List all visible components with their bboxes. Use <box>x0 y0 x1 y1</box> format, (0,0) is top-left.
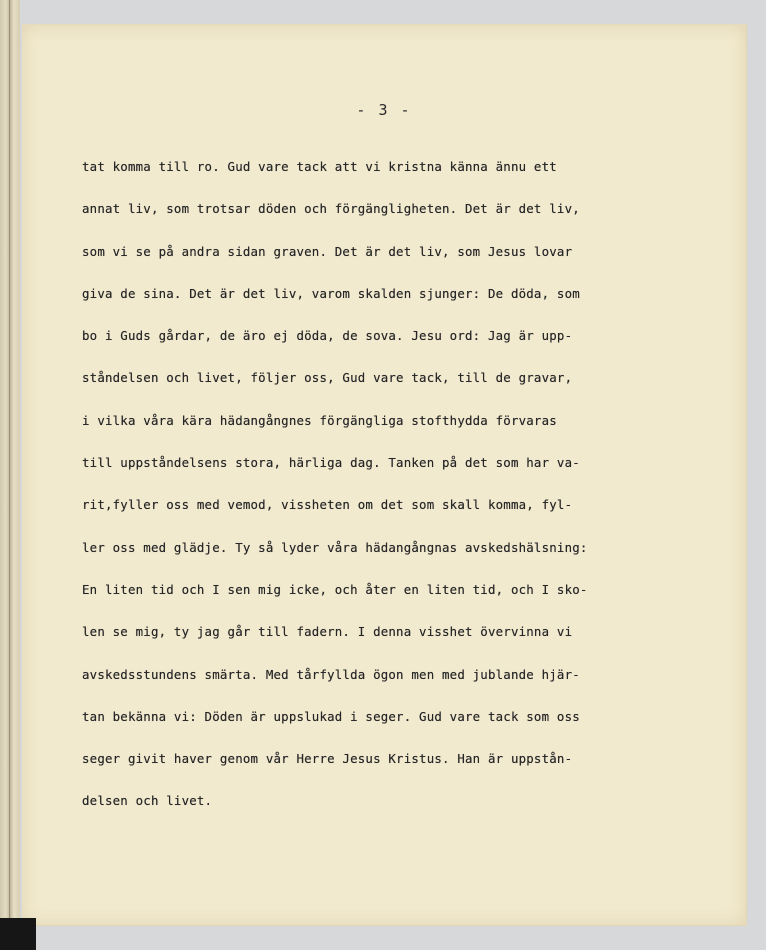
text-line: ståndelsen och livet, följer oss, Gud vare tack, till de gravar, <box>82 370 573 386</box>
text-line: seger givit haver genom vår Herre Jesus Kristus. Han är uppstån- <box>82 751 573 767</box>
text-line: len se mig, ty jag går till fadern. I denna visshet övervinna vi <box>82 624 573 640</box>
text-line: En liten tid och I sen mig icke, och åter en liten tid, och I sko- <box>82 581 588 597</box>
text-line: ler oss med glädje. Ty så lyder våra hädangångnas avskedshälsning: <box>82 539 588 555</box>
text-line: bo i Guds gårdar, de äro ej döda, de sova. Jesu ord: Jag är upp- <box>82 328 573 344</box>
text-line: tan bekänna vi: Döden är uppslukad i seger. Gud vare tack som oss <box>82 708 580 724</box>
text-line: som vi se på andra sidan graven. Det är det liv, som Jesus lovar <box>82 243 573 259</box>
text-line: i vilka våra kära hädangångnes förgängliga stofthydda förvaras <box>82 412 557 428</box>
text-line: annat liv, som trotsar döden och förgängligheten. Det är det liv, <box>82 201 580 217</box>
binding-edge <box>0 0 20 950</box>
document-page <box>22 24 747 926</box>
body-text <box>82 153 588 830</box>
page-number: - 3 - <box>356 101 412 119</box>
text-line: rit,fyller oss med vemod, vissheten om det som skall komma, fyl- <box>82 497 573 513</box>
text-line: avskedsstundens smärta. Med tårfyllda ögon men med jublande hjär- <box>82 666 580 682</box>
text-line: tat komma till ro. Gud vare tack att vi kristna känna ännu ett <box>82 159 557 174</box>
scan-corner-marker <box>0 918 36 950</box>
text-line: giva de sina. Det är det liv, varom skalden sjunger: De döda, som <box>82 285 580 301</box>
text-line: delsen och livet. <box>82 793 213 809</box>
text-line: till uppståndelsens stora, härliga dag. Tanken på det som har va- <box>82 455 580 471</box>
